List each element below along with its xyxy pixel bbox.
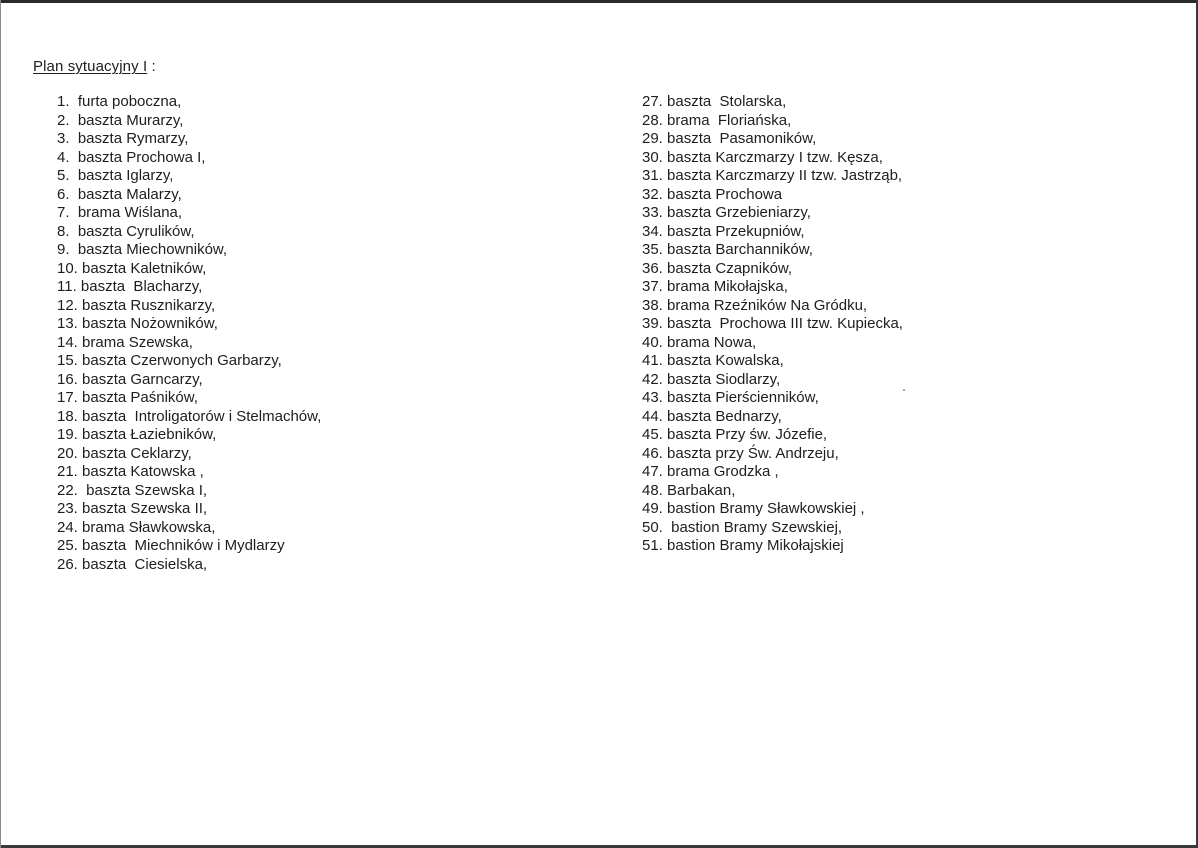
list-item: 11. baszta Blacharzy, [57, 278, 203, 295]
list-item: 33. baszta Grzebieniarzy, [642, 204, 811, 221]
list-item: 44. baszta Bednarzy, [642, 407, 782, 425]
list-item: 31. baszta Karczmarzy II tzw. Jastrząb, [642, 167, 903, 184]
list-item: 15. baszta Czerwonych Garbarzy, [57, 352, 282, 369]
list-item: 24. brama Sławkowska, [57, 518, 216, 536]
list-item: 35. baszta Barchanników, [642, 241, 813, 258]
list-item: 12. baszta Rusznikarzy, [57, 296, 216, 314]
list-item: 20. baszta Ceklarzy, [57, 444, 192, 462]
list-item: 39. baszta Prochowa III tzw. Kupiecka, [642, 315, 903, 332]
list-item: 40. brama Nowa, [642, 333, 757, 351]
list-item: 48. Barbakan, [642, 481, 736, 499]
list-item: 37. brama Mikołajska, [642, 278, 788, 295]
scan-border-left [0, 0, 1, 848]
page-heading [33, 58, 156, 76]
list-item: 23. baszta Szewska II, [57, 500, 208, 517]
list-item: 19. baszta Łaziebników, [57, 426, 217, 443]
list-item: 13. baszta Nożowników, [57, 315, 218, 332]
list-item: 36. baszta Czapników, [642, 259, 793, 277]
list-item: 18. baszta Introligatorów i Stelmachów, [57, 407, 322, 425]
heading-colon: : [147, 58, 156, 75]
list-item: 7. brama Wiślana, [57, 204, 183, 221]
list-item: 30. baszta Karczmarzy I tzw. Kęsza, [642, 148, 883, 166]
heading-title: Plan sytuacyjny I [33, 58, 148, 75]
list-item: 4. baszta Prochowa I, [57, 148, 206, 166]
list-item: 16. baszta Garncarzy, [57, 370, 203, 388]
right-column-list [642, 93, 903, 556]
list-item: 26. baszta Ciesielska, [57, 555, 208, 573]
list-item: 45. baszta Przy św. Józefie, [642, 426, 828, 443]
list-item: 42. baszta Siodlarzy, [642, 370, 781, 388]
list-item: 21. baszta Katowska , [57, 463, 204, 480]
list-item: 17. baszta Paśników, [57, 389, 198, 406]
list-item: 8. baszta Cyrulików, [57, 222, 195, 240]
list-item: 10. baszta Kaletników, [57, 259, 207, 277]
list-item: 22. baszta Szewska I, [57, 481, 208, 499]
list-item: 38. brama Rzeźników Na Gródku, [642, 296, 868, 314]
list-item: 25. baszta Miechników i Mydlarzy [57, 537, 285, 554]
list-item: 6. baszta Malarzy, [57, 185, 182, 203]
list-item: 47. brama Grodzka , [642, 463, 779, 480]
list-item: 43. baszta Pierścienników, [642, 389, 819, 406]
list-item: 41. baszta Kowalska, [642, 352, 784, 369]
list-item: 49. bastion Bramy Sławkowskiej , [642, 500, 865, 517]
list-item: 9. baszta Miechowników, [57, 241, 228, 258]
list-item: 29. baszta Pasamoników, [642, 130, 817, 147]
list-item: 3. baszta Rymarzy, [57, 130, 189, 147]
list-item: 46. baszta przy Św. Andrzeju, [642, 444, 839, 462]
list-item: 28. brama Floriańska, [642, 111, 792, 129]
scan-speck [903, 389, 905, 391]
left-column-list [57, 93, 321, 574]
list-item: 14. brama Szewska, [57, 333, 193, 351]
scan-border-top [0, 0, 1198, 3]
list-item: 34. baszta Przekupniów, [642, 222, 805, 240]
list-item: 1. furta poboczna, [57, 93, 182, 110]
list-item: 27. baszta Stolarska, [642, 93, 787, 110]
list-item: 50. bastion Bramy Szewskiej, [642, 518, 843, 536]
list-item: 2. baszta Murarzy, [57, 111, 184, 129]
list-item: 32. baszta Prochowa [642, 185, 783, 203]
list-item: 5. baszta Iglarzy, [57, 167, 174, 184]
list-item: 51. bastion Bramy Mikołajskiej [642, 537, 844, 554]
